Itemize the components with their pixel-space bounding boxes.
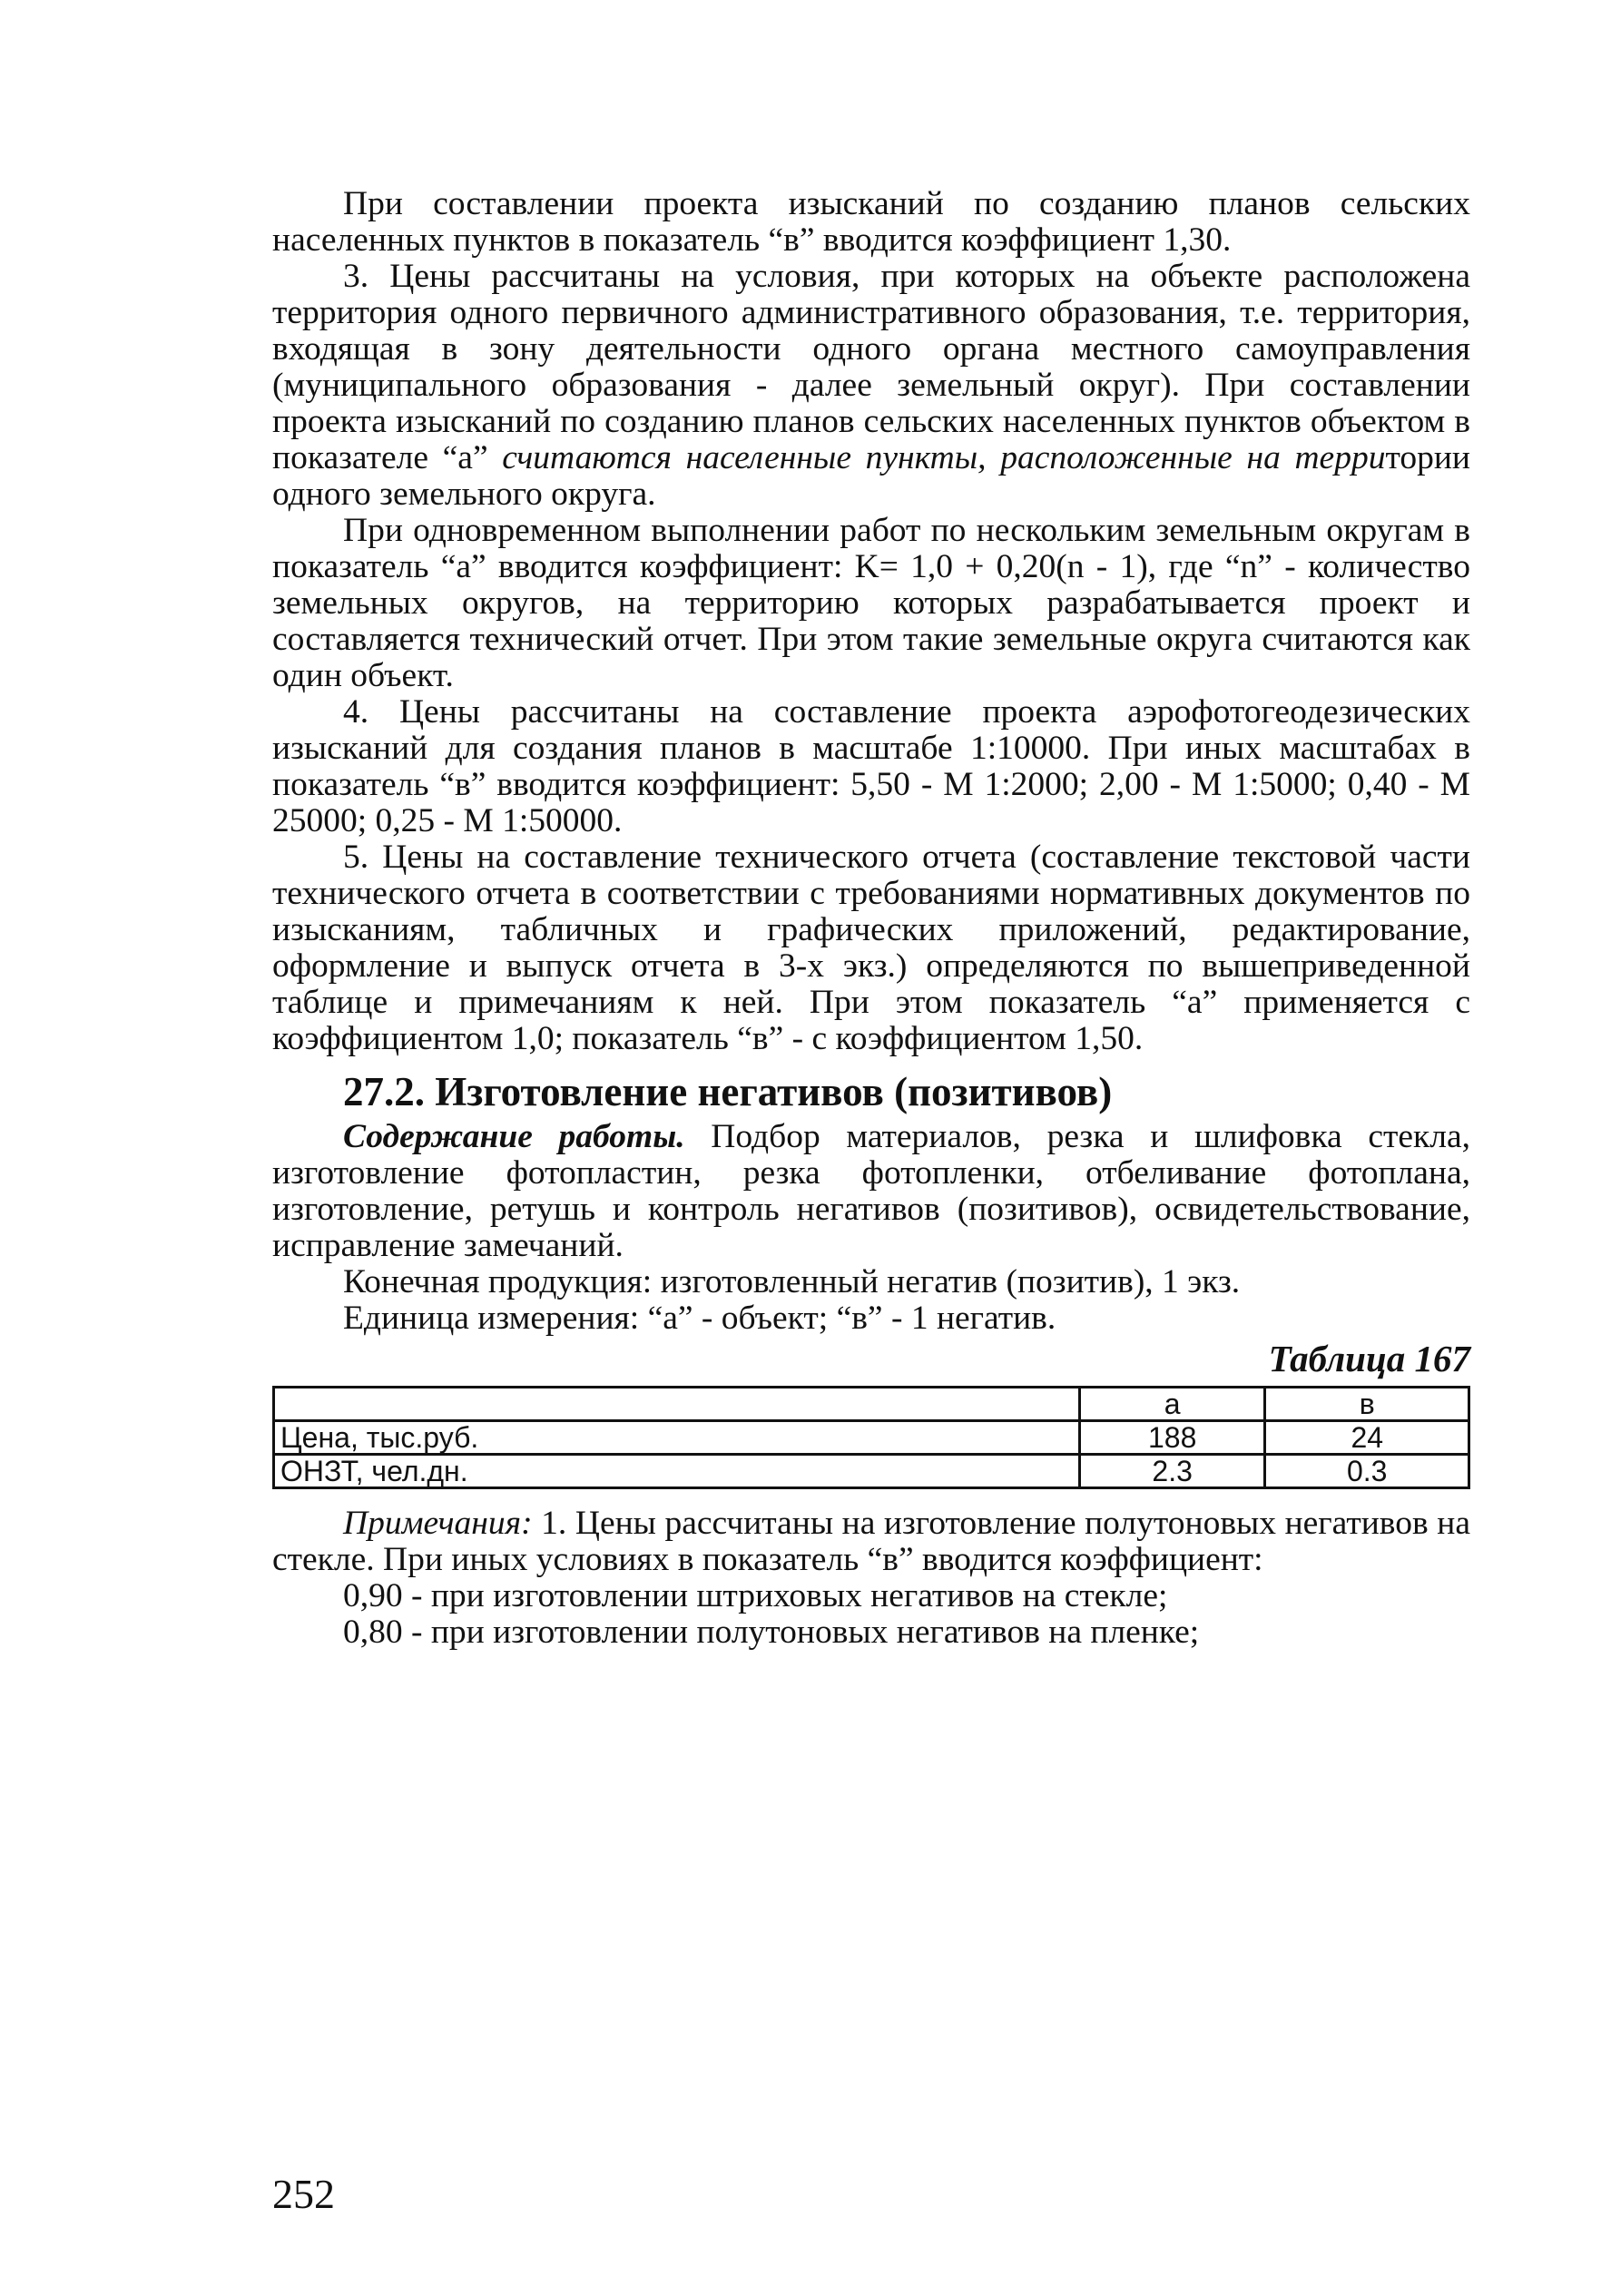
paragraph-item-3 — [272, 259, 1470, 513]
unit-of-measure: Единица измерения: “а” - объект; “в” - 1 негатив. — [343, 1300, 1056, 1337]
paragraph-1: При составлении проекта изысканий по созданию планов сельских населенных пунктов в показатель “в” вводится коэффициент 1,30. — [272, 185, 1470, 259]
work-content-text: Подбор материалов, резка и шлифовка стекла, изготовление фотопластин, резка фотопленки, отбеливание фотоплана, изготовление, ретушь и контроль негативов (позитивов), освидетельствование, исправление замечаний. — [272, 1118, 1470, 1264]
table-header-cell: а — [1079, 1388, 1265, 1421]
section-heading: 27.2. Изготовление негативов (позитивов) — [343, 1069, 1113, 1114]
page-content — [272, 186, 1470, 1651]
table-row — [274, 1421, 1469, 1455]
table-cell: 0.3 — [1265, 1455, 1469, 1488]
table-cell: 2.3 — [1079, 1455, 1265, 1488]
table-cell-label: Цена, тыс.руб. — [274, 1421, 1080, 1455]
work-content — [272, 1119, 1470, 1264]
notes-label: Примечания: — [343, 1505, 533, 1542]
page-number: 252 — [272, 2171, 335, 2217]
table-cell: 188 — [1079, 1421, 1265, 1455]
table-header-cell — [274, 1388, 1080, 1421]
notes — [272, 1506, 1470, 1651]
note-1-text: 1. Цены рассчитаны на изготовление полутоновых негативов на стекле. При иных условиях в показатель “в” вводится коэффициент: — [272, 1505, 1470, 1578]
table-header-cell: в — [1265, 1388, 1469, 1421]
paragraph-item-3-main: 3. Цены рассчитаны на условия, при которых на объекте расположена территория одного первичного административного образования, т.е. территория, входящая в зону деятельности одного органа местного самоуправления (муниципального образования - далее земельный округ). При составлении проекта изысканий по созданию планов сельских населенных пунктов объектом в показателе “а” — [272, 258, 1470, 476]
price-table — [272, 1386, 1470, 1489]
paragraph-item-4: 4. Цены рассчитаны на составление проекта аэрофотогеодезических изысканий для создания планов в масштабе 1:10000. При иных масштабах в показатель “в” вводится коэффициент: 5,50 - М 1:2000; 2,00 - М 1:5000; 0,40 - М 25000; 0,25 - М 1:50000. — [272, 693, 1470, 839]
note-1 — [272, 1506, 1470, 1578]
work-content-label: Содержание работы. — [343, 1118, 685, 1155]
table-caption: Таблица 167 — [1268, 1338, 1470, 1379]
paragraph-coefficient: При одновременном выполнении работ по нескольким земельным округам в показатель “а” вводится коэффициент: K= 1,0 + 0,20(n - 1), где “n” - количество земельных округов, на территорию которых разрабатывается проект и составляется технический отчет. При этом такие земельные округа считаются как один объект. — [272, 512, 1470, 694]
paragraph-item-5: 5. Цены на составление технического отчета (составление текстовой части технического отчета в соответствии с требованиями нормативных документов по изысканиям, табличных и графических приложений, редактирование, оформление и выпуск отчета в 3-х экз.) определяются по вышеприведенной таблице и примечаниям к ней. При этом показатель “а” применяется с коэффициентом 1,0; показатель “в” - с коэффициентом 1,50. — [272, 839, 1470, 1057]
table-cell: 24 — [1265, 1421, 1469, 1455]
paragraph-item-3-end: тории одного земельного округа. — [272, 439, 1470, 513]
final-product: Конечная продукция: изготовленный негатив (позитив), 1 экз. — [343, 1263, 1241, 1300]
note-3: 0,80 - при изготовлении полутоновых негативов на пленке; — [343, 1614, 1200, 1651]
paragraph-item-3-italic: считаются населенные пункты, расположенные на терри — [502, 439, 1386, 476]
note-2: 0,90 - при изготовлении штриховых негативов на стекле; — [343, 1577, 1168, 1614]
table-header-row — [274, 1388, 1469, 1421]
table-cell-label: ОНЗТ, чел.дн. — [274, 1455, 1080, 1488]
table-row — [274, 1455, 1469, 1488]
